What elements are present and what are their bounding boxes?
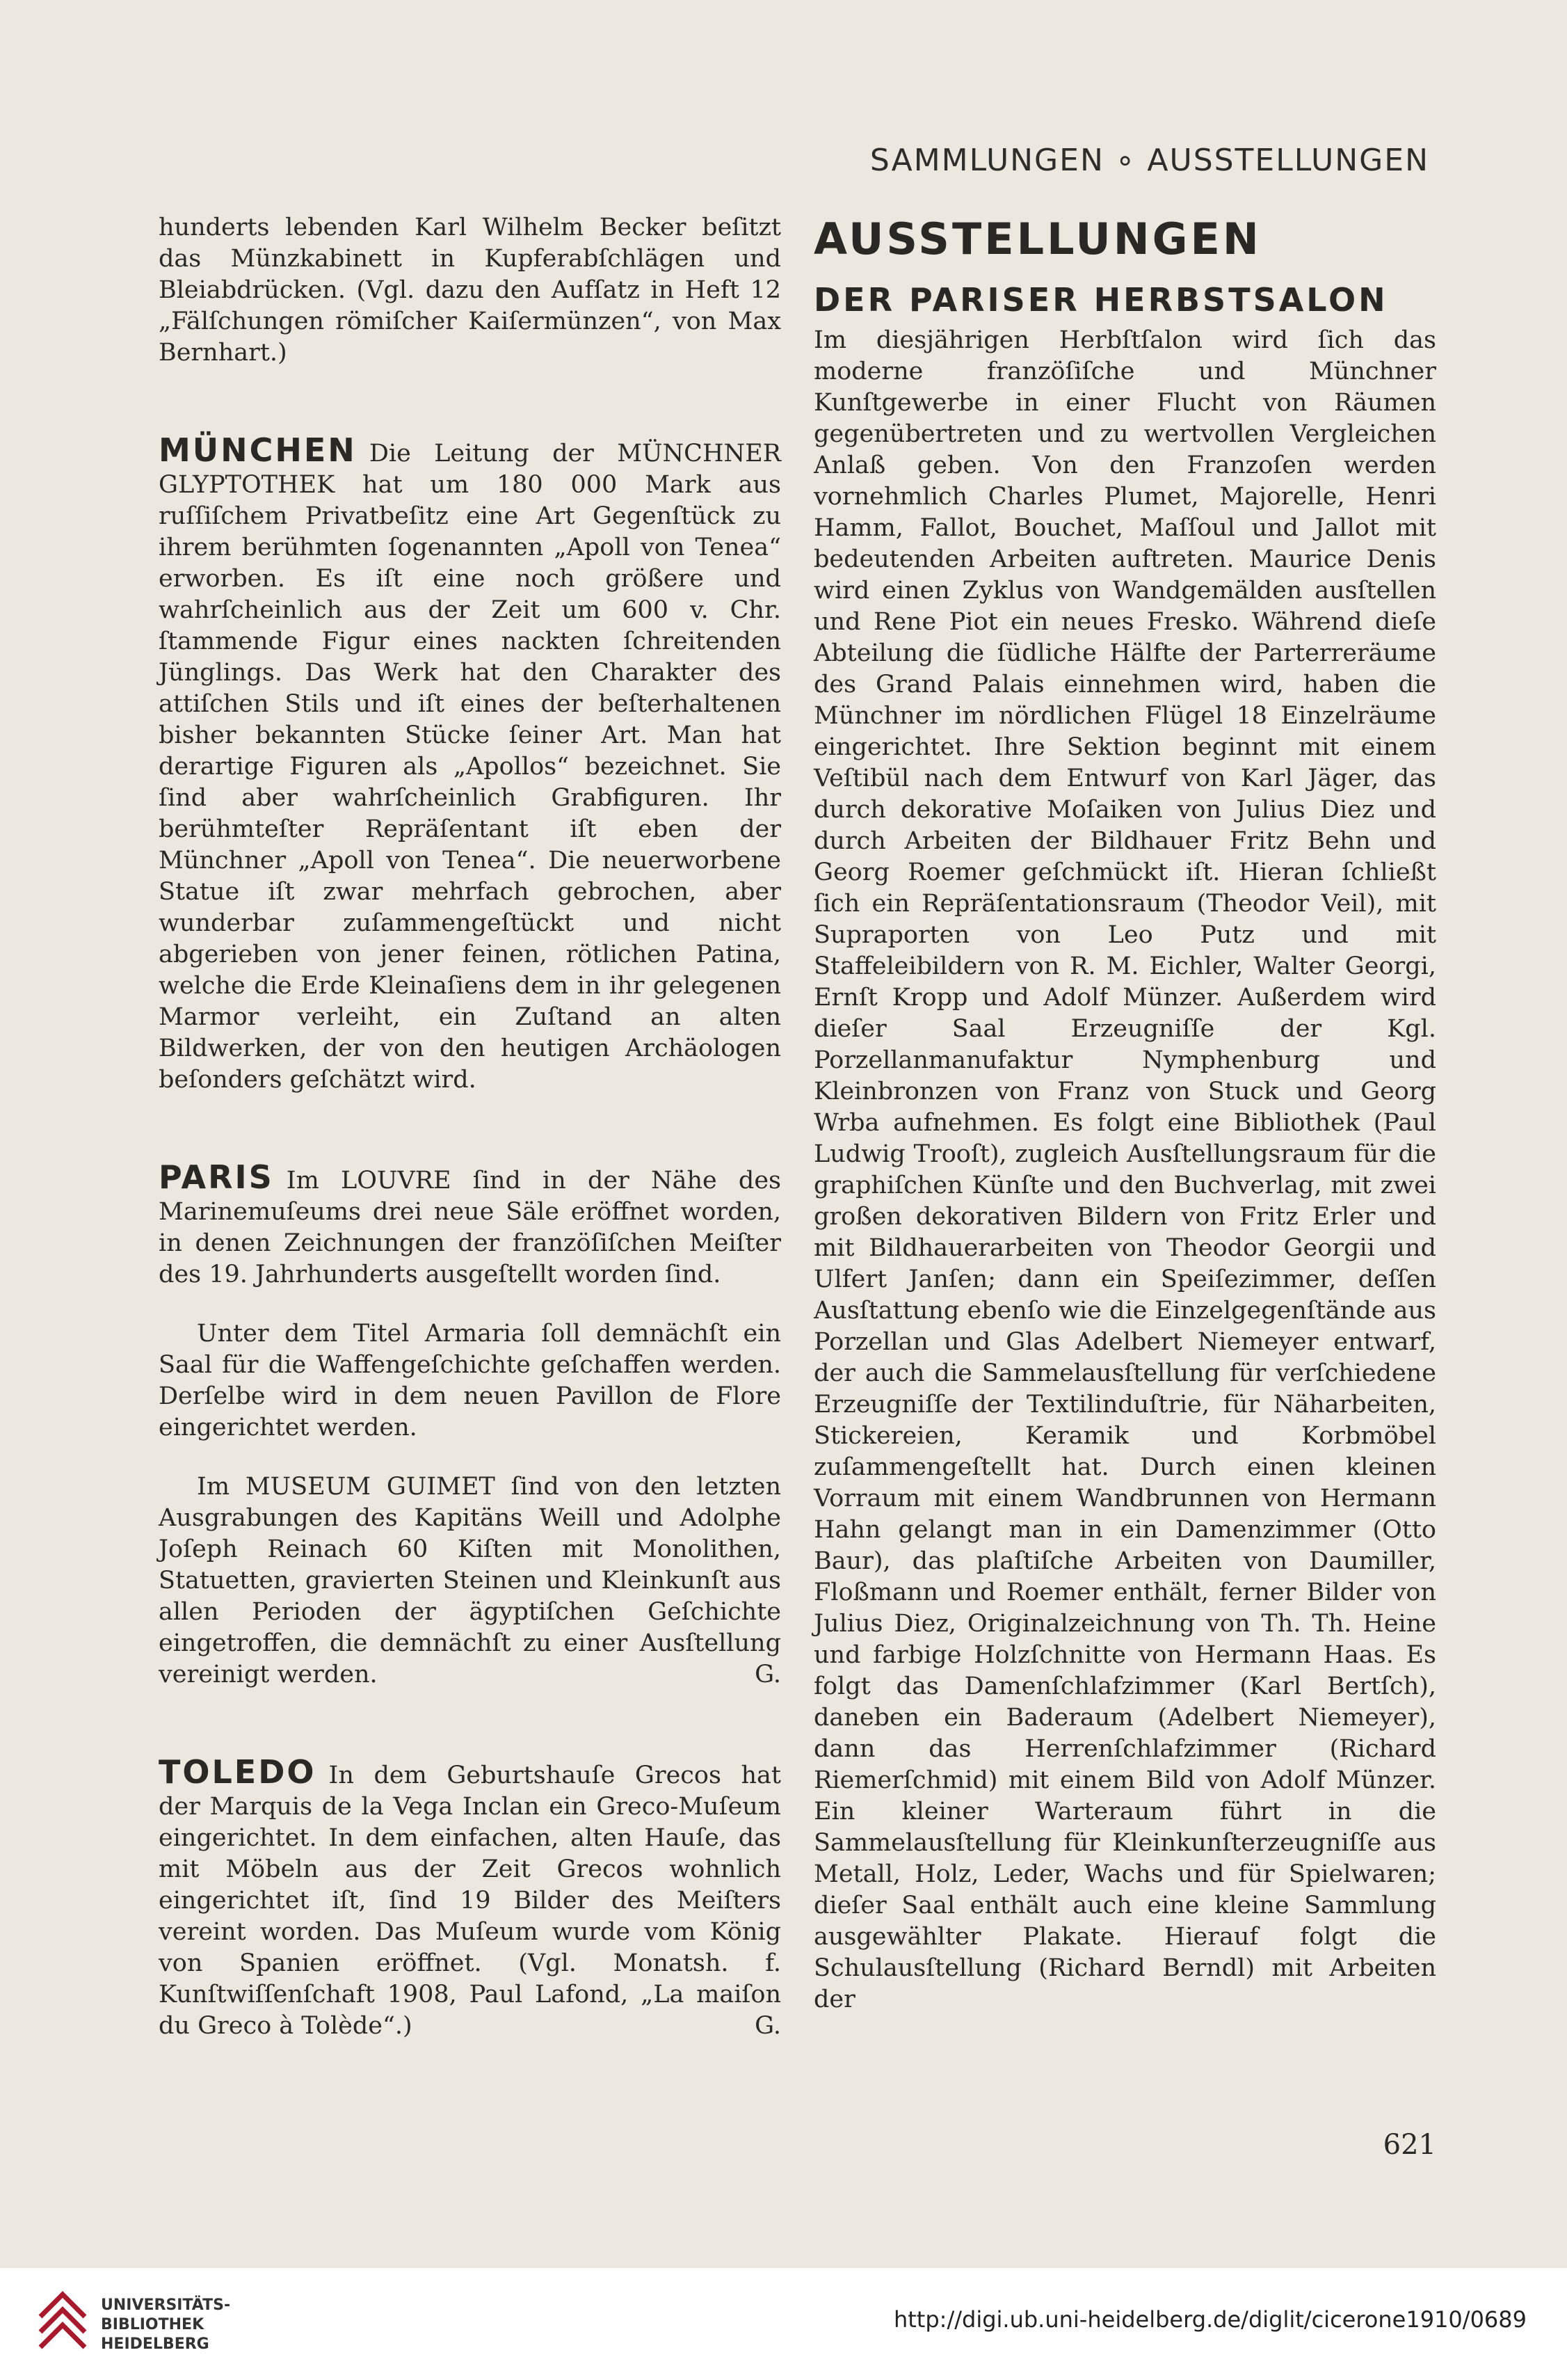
library-name-line: UNIVERSITÄTS- xyxy=(101,2297,231,2314)
toledo-section xyxy=(159,1753,781,2042)
spacer xyxy=(159,1291,781,1318)
spacer xyxy=(159,1444,781,1471)
library-name-line: BIBLIOTHEK xyxy=(101,2316,204,2333)
spacer xyxy=(159,1691,781,1757)
toledo-signature: G. xyxy=(755,2012,781,2040)
intro-paragraph: hunderts lebenden Karl Wilhelm Becker beſitzt das Münzkabinett in Kupferabſchlägen und Bleiabdrücken. (Vgl. dazu den Aufſatz in Heft 12 „Fälſchungen römiſcher Kaiſermünzen“, von Max Bernhart.) xyxy=(159,214,781,367)
library-name-line: HEIDELBERG xyxy=(101,2335,209,2353)
paris-text-guimet: Im MUSEUM GUIMET ſind von den letzten Ausgrabungen des Kapitäns Weill und Adolphe Joſeph Reinach 60 Kiſten mit Monolithen, Statuetten, gravierten Steinen und Kleinkunſt aus allen Perioden der ägyptiſchen Geſchichte eingetroffen, die demnächſt zu einer Ausſtellung vereinigt werden. xyxy=(159,1473,781,1688)
paris-guimet-paragraph xyxy=(159,1471,781,1691)
paris-text-louvre: Im LOUVRE ſind in der Nähe des Marinemuſeums drei neue Säle eröffnet worden, in denen Zeichnungen der franzöſiſchen Meiſter des 19. Jahrhunderts ausgeſtellt worden ſind. xyxy=(159,1167,781,1288)
toledo-text: In dem Geburtshauſe Grecos hat der Marquis de la Vega Inclan ein Greco-Muſeum eingerichtet. In dem einfachen, alten Hauſe, das mit Möbeln aus der Zeit Grecos wohnlich eingerichtet iſt, ſind 19 Bilder des Meiſters vereint worden. Das Muſeum wurde vom König von Spanien eröffnet. (Vgl. Monatsh. f. Kunſtwiſſenſchaft 1908, Paul Lafond, „La maiſon du Greco à Tolède“.) xyxy=(159,1762,781,2040)
spacer xyxy=(159,369,781,435)
footer-bar xyxy=(0,2268,1567,2380)
muenchen-section xyxy=(159,431,781,1096)
paris-signature: G. xyxy=(755,1661,781,1688)
herbstsalon-text: Im diesjährigen Herbſtſalon wird ſich das moderne franzöſiſche und Münchner Kunſtgewerbe in einer Flucht von Räumen gegenübertreten und zu wertvollen Vergleichen Anlaß geben. Von den Franzoſen werden vornehmlich Charles Plumet, Majorelle, Henri Hamm, Fallot, Bouchet, Maſſoul und Jallot mit bedeutenden Arbeiten auftreten. Maurice Denis wird einen Zyklus von Wandgemälden ausſtellen und Rene Piot ein neues Fresko. Während dieſe Abteilung die ſüdliche Hälfte der Parterreräume des Grand Palais einnehmen wird, haben die Münchner im nördlichen Flügel 18 Einzelräume eingerichtet. Ihre Sektion beginnt mit einem Veſtibül nach dem Entwurf von Karl Jäger, das durch dekorative Moſaiken von Julius Diez und durch Arbeiten der Bildhauer Fritz Behn und Georg Roemer geſchmückt iſt. Hieran ſchließt ſich ein Repräſentationsraum (Theodor Veil), mit Supraporten von Leo Putz und mit Staffeleibildern von R. M. Eichler, Walter Georgi, Ernſt Kropp und Adolf Münzer. Außerdem wird dieſer Saal Erzeugniſſe der Kgl. Porzellanmanufaktur Nymphenburg und Kleinbronzen von Franz von Stuck und Georg Wrba aufnehmen. Es folgt eine Bibliothek (Paul Ludwig Trooſt), zugleich Ausſtellungsraum für die graphiſchen Künſte und den Buchverlag, mit zwei großen dekorativen Bildern von Fritz Erler und mit Bildhauerarbeiten von Theodor Georgii und Ulfert Janſen; dann ein Speiſezimmer, deſſen Ausſtattung ebenſo wie die Einzelgegenſtände aus Porzellan und Glas Adelbert Niemeyer entwarf, der auch die Sammelausſtellung für verſchiedene Erzeugniſſe der Textilinduſtrie, für Näharbeiten, Stickereien, Keramik und Korbmöbel zuſammengeſtellt hat. Durch einen kleinen Vorraum mit einem Wandbrunnen von Hermann Hahn gelangt man in ein Damenzimmer (Otto Baur), das plaſtiſche Arbeiten von Daumiller, Floßmann und Roemer enthält, ferner Bilder von Julius Diez, Originalzeichnung von Th. Th. Heine und farbige Holzſchnitte von Hermann Haas. Es folgt das Damenſchlafzimmer (Karl Bertſch), daneben ein Baderaum (Adelbert Niemeyer), dann das Herrenſchlafzimmer (Richard Riemerſchmid) mit einem Bild von Adolf Münzer. Ein kleiner Warteraum führt in die Sammelausſtellung für Kleinkunſterzeugniſſe aus Metall, Holz, Leder, Wachs und für Spielwaren; dieſer Saal enthält auch eine kleine Sammlung ausgewählter Plakate. Hierauf folgt die Schulausſtellung (Richard Berndl) mit Arbeiten der xyxy=(814,326,1436,2013)
muenchen-text: Die Leitung der MÜNCHNER GLYPTOTHEK hat um 180 000 Mark aus ruſſiſchem Privatbeſitz eine Art Gegenſtück zu ihrem berühmten ſogenannten „Apoll von Tenea“ erworben. Es iſt eine noch größere und wahrſcheinlich aus der Zeit um 600 v. Chr. ſtammende Figur eines nackten ſchreitenden Jünglings. Das Werk hat den Charakter des attiſchen Stils und iſt eines der beſterhaltenen bisher bekannten Stücke ſeiner Art. Man hat derartige Figuren als „Apollos“ bezeichnet. Sie ſind aber wahrſcheinlich Grabfiguren. Ihr berühmteſter Repräſentant iſt eben der Münchner „Apoll von Tenea“. Die neuerworbene Statue iſt zwar mehrfach gebrochen, aber wunderbar zuſammengeſtückt und nicht abgerieben von jener feinen, rötlichen Patina, welche die Erde Kleinaſiens dem in ihr gelegenen Marmor verleiht, ein Zuſtand an alten Bildwerken, der von den heutigen Archäologen beſonders geſchätzt wird. xyxy=(159,440,781,1094)
paris-section xyxy=(159,1158,781,1291)
library-name xyxy=(101,2296,230,2354)
permalink-url[interactable]: http://digi.ub.uni-heidelberg.de/diglit/cicerone1910/0689 xyxy=(893,2306,1527,2333)
paris-text-armaria: Unter dem Titel Armaria ſoll demnächſt ein Saal für die Waffengeſchichte geſchaffen werden. Derſelbe wird in dem neuen Pavillon de Flore eingerichtet werden. xyxy=(159,1320,781,1441)
toledo-heading: TOLEDO xyxy=(159,1753,316,1791)
muenchen-heading: MÜNCHEN xyxy=(159,431,357,469)
right-column xyxy=(814,212,1436,2015)
running-head: SAMMLUNGEN ∘ AUSSTELLUNGEN xyxy=(869,143,1429,178)
spacer xyxy=(159,1096,781,1162)
left-column xyxy=(159,212,781,2042)
university-library-logo-icon[interactable] xyxy=(35,2289,90,2358)
paris-heading: PARIS xyxy=(159,1158,274,1196)
exhibitions-heading: AUSSTELLUNGEN xyxy=(814,214,1262,264)
page-number: 621 xyxy=(1383,2129,1436,2161)
herbstsalon-heading: DER PARISER HERBSTSALON xyxy=(814,281,1388,319)
